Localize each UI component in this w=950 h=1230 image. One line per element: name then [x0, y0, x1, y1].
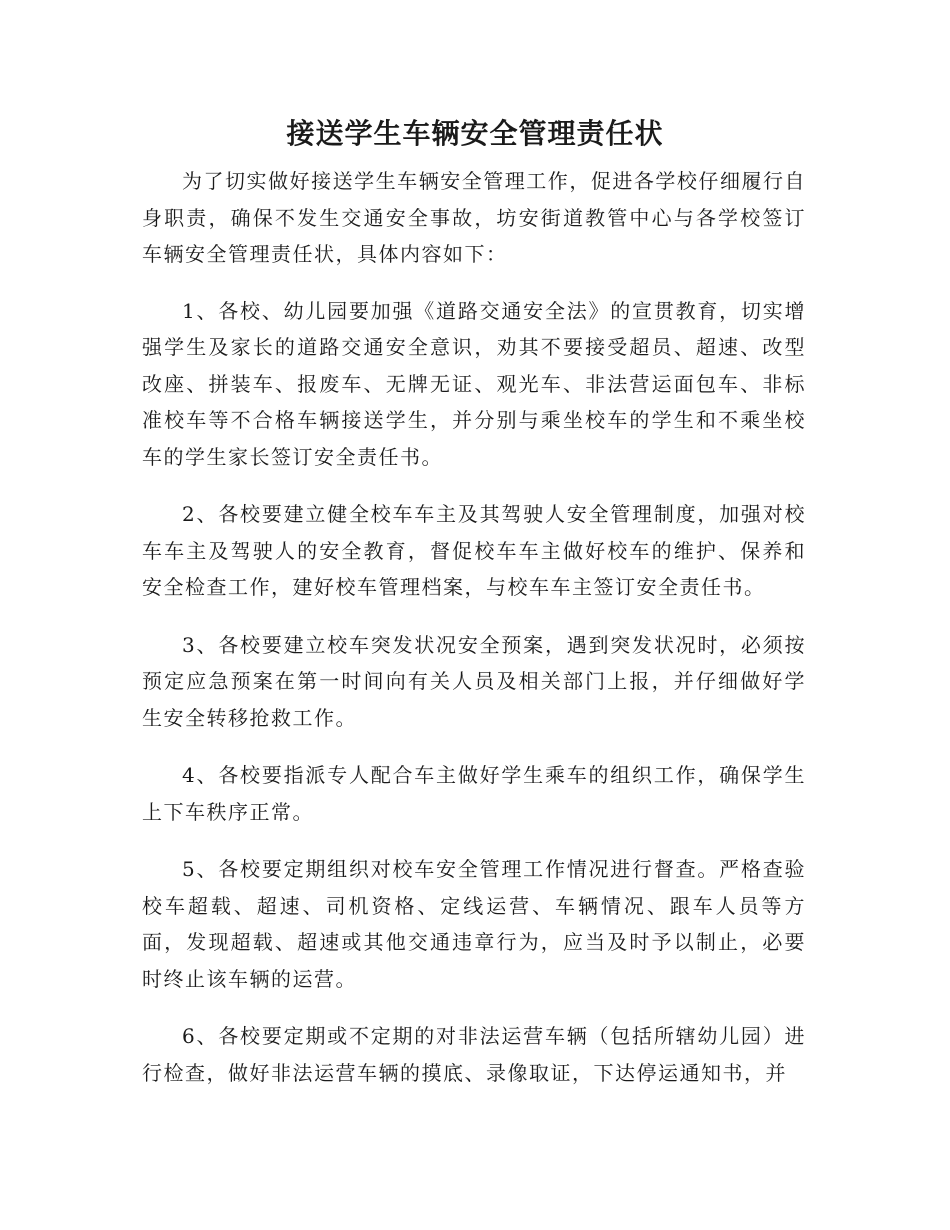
clause-2: 2、各校要建立健全校车车主及其驾驶人安全管理制度，加强对校车车主及驾驶人的安全教育，督促校车车主做好校车的维护、保养和安全检查工作，建好校车管理档案，与校车车主签订安全责任书。	[142, 502, 806, 599]
document-body	[142, 163, 806, 1112]
clause-6: 6、各校要定期或不定期的对非法运营车辆（包括所辖幼儿园）进行检查，做好非法运营车辆的摸底、录像取证，下达停运通知书，并	[142, 1024, 806, 1085]
clause-3: 3、各校要建立校车突发状况安全预案，遇到突发状况时，必须按预定应急预案在第一时间向有关人员及相关部门上报，并仔细做好学生安全转移抢救工作。	[142, 632, 806, 730]
clause-1: 1、各校、幼儿园要加强《道路交通安全法》的宣贯教育，切实增强学生及家长的道路交通安全意识，劝其不要接受超员、超速、改型改座、拼装车、报废车、无牌无证、观光车、非法营运面包车、非标准校车等不合格车辆接送学生，并分别与乘坐校车的学生和不乘坐校车的学生家长签订安全责任书。	[142, 298, 806, 469]
document-title: 接送学生车辆安全管理责任状	[286, 117, 664, 150]
clause-4: 4、各校要指派专人配合车主做好学生乘车的组织工作，确保学生上下车秩序正常。	[142, 763, 806, 824]
clause-5: 5、各校要定期组织对校车安全管理工作情况进行督查。严格查验校车超载、超速、司机资格、定线运营、车辆情况、跟车人员等方面，发现超载、超速或其他交通违章行为，应当及时予以制止，必要时终止该车辆的运营。	[142, 857, 806, 991]
intro-paragraph: 为了切实做好接送学生车辆安全管理工作，促进各学校仔细履行自身职责，确保不发生交通安全事故，坊安街道教管中心与各学校签订车辆安全管理责任状，具体内容如下：	[142, 169, 806, 266]
